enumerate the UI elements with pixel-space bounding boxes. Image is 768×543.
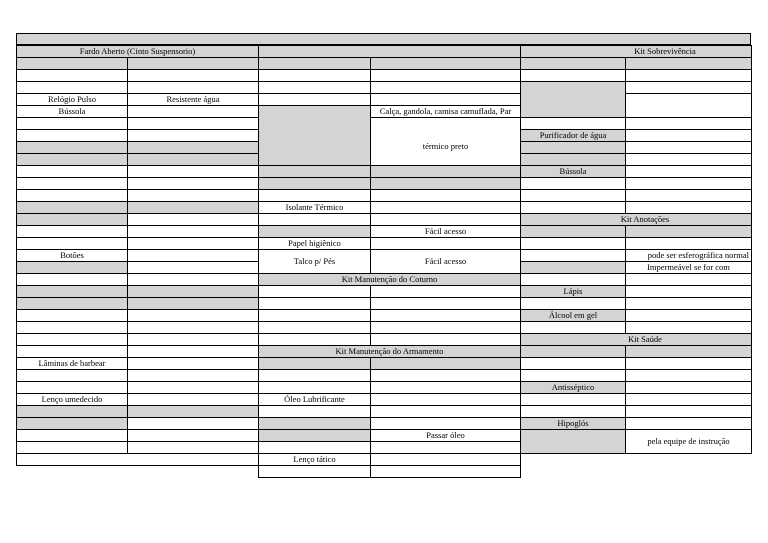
- cell: [17, 190, 128, 202]
- cell: [626, 202, 752, 214]
- cell: [626, 298, 752, 310]
- cell: [626, 118, 752, 130]
- cell: [626, 346, 752, 358]
- cell: [521, 394, 626, 406]
- cell: [371, 178, 521, 190]
- cell: [128, 214, 259, 226]
- cell: [17, 154, 128, 166]
- cell: [128, 166, 259, 178]
- cell: [626, 274, 752, 286]
- antisseptico-label: Antisséptico: [521, 382, 626, 394]
- cell: [371, 442, 521, 454]
- cell: [521, 322, 626, 334]
- cell: [371, 370, 521, 382]
- cell: [128, 358, 259, 370]
- cell: [17, 70, 128, 82]
- cell: [626, 142, 752, 154]
- cell: [521, 190, 626, 202]
- purificador-label: Purificador de água: [521, 130, 626, 142]
- cell: [128, 70, 259, 82]
- cell: [17, 298, 128, 310]
- cell: [371, 70, 521, 82]
- termico-label: térmico preto: [422, 141, 469, 151]
- lenco-umedecido-label: Lenço umedecido: [17, 394, 128, 406]
- packing-list-sheet: [16, 45, 752, 478]
- cell: [371, 286, 521, 298]
- cell: [17, 82, 128, 94]
- cell: [259, 178, 371, 190]
- cell: [259, 334, 371, 346]
- cell: [17, 334, 128, 346]
- cell: [259, 298, 371, 310]
- cell: [17, 130, 128, 142]
- cell: [128, 226, 259, 238]
- cell: [371, 418, 521, 430]
- lapis-label: Lápis: [521, 286, 626, 298]
- cell: [17, 202, 128, 214]
- cell: [259, 466, 371, 478]
- cell: [521, 406, 626, 418]
- cell: [128, 346, 259, 358]
- cell: [128, 262, 259, 274]
- cell: [371, 310, 521, 322]
- cell: [521, 358, 626, 370]
- cell: [128, 274, 259, 286]
- cell: [521, 238, 626, 250]
- cell: [626, 322, 752, 334]
- cell: [371, 202, 521, 214]
- cell: [521, 226, 626, 238]
- lenco-tatico-label: Lenço tático: [259, 454, 371, 466]
- cell: [128, 382, 259, 394]
- cell: [128, 58, 259, 70]
- cell: [371, 58, 521, 70]
- blank: [521, 466, 752, 478]
- cell: [371, 322, 521, 334]
- cell: [521, 58, 626, 70]
- cell: [521, 178, 626, 190]
- bussola-label: Bússola: [17, 106, 128, 118]
- cell: [259, 310, 371, 322]
- cell: [626, 394, 752, 406]
- cell: [17, 274, 128, 286]
- cell: [626, 190, 752, 202]
- cell: [626, 310, 752, 322]
- cell: [259, 430, 371, 442]
- cell: [17, 322, 128, 334]
- cell: [17, 370, 128, 382]
- cell: [521, 430, 626, 454]
- cell: [128, 430, 259, 442]
- laminas-label: Lâminas de barbear: [17, 358, 128, 370]
- equipe-text: pela equipe de instrução: [647, 436, 730, 446]
- kit-manut-coturno-header: Kit Manutenção do Coturno: [259, 274, 521, 286]
- cell: [521, 202, 626, 214]
- cell: [128, 250, 259, 262]
- cell: [128, 106, 259, 118]
- cell: [128, 298, 259, 310]
- cell: [626, 94, 752, 118]
- top-header-bar: [16, 33, 751, 45]
- facil-acesso-2: [371, 250, 521, 274]
- cell: [17, 418, 128, 430]
- cell: [259, 70, 371, 82]
- cell: [128, 190, 259, 202]
- cell: [371, 82, 521, 94]
- cell: [626, 382, 752, 394]
- fardo-header: Fardo Aberto (Cinto Suspensorio): [17, 46, 259, 58]
- cell: [521, 154, 626, 166]
- cell: [17, 406, 128, 418]
- cell: [128, 178, 259, 190]
- equipe-note: [626, 430, 752, 454]
- cell: [371, 358, 521, 370]
- cell: [17, 166, 128, 178]
- cell: [17, 442, 128, 454]
- cell: [259, 190, 371, 202]
- cell: [371, 466, 521, 478]
- cell: [17, 286, 128, 298]
- cell: [128, 370, 259, 382]
- cell: [259, 58, 371, 70]
- passar-oleo-note: [371, 430, 521, 442]
- cell: [259, 370, 371, 382]
- cell: [626, 166, 752, 178]
- termico-text: [371, 118, 521, 166]
- cell: [259, 382, 371, 394]
- cell: [128, 334, 259, 346]
- botoes-label: Botões: [17, 250, 128, 262]
- cell: [17, 238, 128, 250]
- cell: [626, 418, 752, 430]
- cell: [371, 190, 521, 202]
- cell: [128, 154, 259, 166]
- cell: [371, 214, 521, 226]
- cell: [259, 442, 371, 454]
- cell: [521, 250, 626, 262]
- blank: [521, 454, 752, 466]
- cell: [259, 82, 371, 94]
- cell: [128, 130, 259, 142]
- facil-acesso-1: Fácil acesso: [371, 226, 521, 238]
- talco-text: Talco p/ Pés: [293, 256, 336, 266]
- cell: [17, 214, 128, 226]
- cell: [626, 82, 752, 94]
- cell: [259, 406, 371, 418]
- cell: [128, 238, 259, 250]
- cell: [259, 226, 371, 238]
- cell: [17, 454, 259, 466]
- kit-manut-armamento-header: Kit Manutenção do Armamento: [259, 346, 521, 358]
- cell: [371, 238, 521, 250]
- impermeavel-note: [626, 262, 752, 274]
- calca-text: Calça, gandola, camisa camuflada, Par: [371, 106, 521, 118]
- cell: [626, 358, 752, 370]
- talco-label: [259, 250, 371, 274]
- cell: [521, 370, 626, 382]
- cell: [128, 418, 259, 430]
- cell: [626, 406, 752, 418]
- cell: [521, 298, 626, 310]
- kit-anotacoes-header: Kit Anotações: [521, 214, 752, 226]
- cell: [521, 82, 626, 118]
- papel-label: Papel higiênico: [259, 238, 371, 250]
- cell: [371, 166, 521, 178]
- cell: [259, 94, 371, 106]
- cell: [17, 142, 128, 154]
- cell: [128, 118, 259, 130]
- cell: [17, 178, 128, 190]
- cell: [259, 166, 371, 178]
- cell: [371, 334, 521, 346]
- cell: [128, 310, 259, 322]
- cell: [626, 178, 752, 190]
- oleo-label: Óleo Lubrificante: [259, 394, 371, 406]
- cell: [259, 286, 371, 298]
- relogio-label: Relógio Pulso: [17, 94, 128, 106]
- cell: [17, 118, 128, 130]
- cell: [371, 298, 521, 310]
- passar-oleo-text: Passar óleo: [426, 430, 465, 440]
- cell: [128, 322, 259, 334]
- cell: [259, 322, 371, 334]
- cell: [626, 130, 752, 142]
- cell: [626, 58, 752, 70]
- resistente-value: Resistente água: [128, 94, 259, 106]
- cell: [371, 454, 521, 466]
- cell: [259, 214, 371, 226]
- esferografica-note: pode ser esferográfica normal: [626, 250, 752, 262]
- cell: [17, 346, 128, 358]
- cell: [17, 226, 128, 238]
- cell: [626, 226, 752, 238]
- cell: [371, 94, 521, 106]
- cell: [259, 418, 371, 430]
- kit-saude-header: Kit Saúde: [521, 334, 752, 346]
- cell: [17, 430, 128, 442]
- cell: [17, 58, 128, 70]
- cell: [371, 394, 521, 406]
- cell: [626, 154, 752, 166]
- cell: [17, 262, 128, 274]
- cell: [259, 106, 371, 166]
- cell: [626, 370, 752, 382]
- alcool-label: Álcool em gel: [521, 310, 626, 322]
- cell: [521, 262, 626, 274]
- cell: [128, 442, 259, 454]
- cell: [371, 382, 521, 394]
- cell: [17, 310, 128, 322]
- impermeavel-text: Impermeável se for com: [647, 262, 730, 272]
- cell: [128, 202, 259, 214]
- cell: [626, 238, 752, 250]
- cell: [521, 70, 626, 82]
- cell: [626, 286, 752, 298]
- isolante-label: Isolante Térmico: [259, 202, 371, 214]
- cell: [521, 142, 626, 154]
- blank: [17, 466, 259, 478]
- cell: [128, 142, 259, 154]
- cell: [17, 382, 128, 394]
- middle-header-blank: [259, 46, 521, 58]
- cell: [128, 82, 259, 94]
- cell: [128, 394, 259, 406]
- cell: [259, 358, 371, 370]
- cell: [521, 118, 626, 130]
- cell: [521, 346, 626, 358]
- kit-sobrevivencia-header: Kit Sobrevivência: [521, 46, 752, 58]
- cell: [521, 274, 626, 286]
- cell: [128, 286, 259, 298]
- facil-acesso-2-text: Fácil acesso: [424, 256, 467, 266]
- cell: [371, 406, 521, 418]
- cell: [128, 406, 259, 418]
- cell: [626, 70, 752, 82]
- bussola-kit-label: Bússola: [521, 166, 626, 178]
- hipoglos-label: Hipoglós: [521, 418, 626, 430]
